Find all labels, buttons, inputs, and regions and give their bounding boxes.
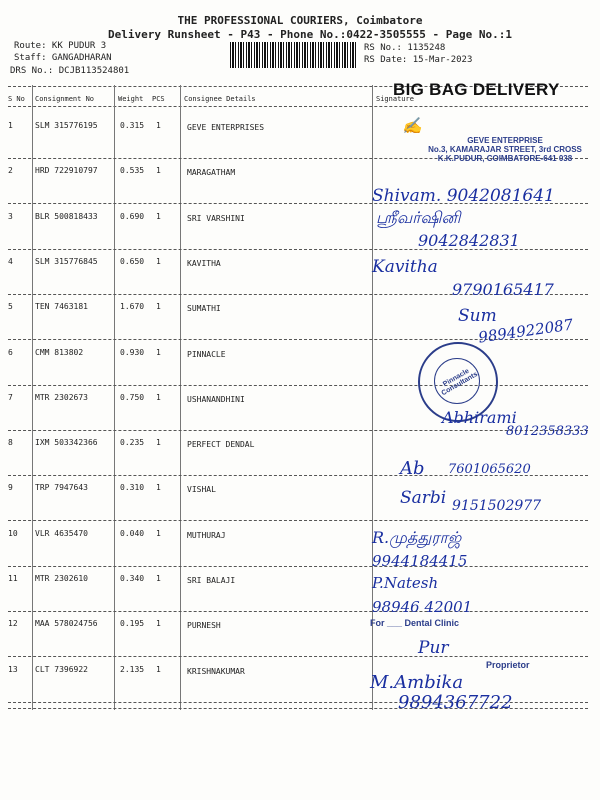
signature-scribble: ✍ — [402, 116, 422, 135]
handwritten-phone-row11: 98946 42001 — [372, 598, 473, 616]
row-sno: 2 — [8, 166, 13, 176]
row-weight: 0.930 — [120, 347, 145, 357]
handwritten-name-row13: M.Ambika — [370, 672, 464, 693]
row-pcs: 1 — [156, 121, 161, 130]
row-weight: 0.315 — [120, 121, 145, 130]
row-consignee: GEVE ENTERPRISES — [187, 123, 265, 132]
row-separator — [8, 385, 588, 386]
row-consignee: MUTHURAJ — [187, 530, 226, 540]
row-sno: 12 — [8, 619, 18, 629]
rs-date: RS Date: 15-Mar-2023 — [364, 55, 473, 65]
handwritten-phone-row9: 9151502977 — [452, 498, 542, 514]
row-consignment: VLR 4635470 — [35, 528, 88, 538]
row-sno: 5 — [8, 302, 13, 312]
signature-scribble: ஸ்ரீவர்ஷினி — [376, 208, 461, 227]
row-weight: 0.310 — [120, 483, 145, 493]
col-consignment: Consignment No — [35, 95, 95, 103]
col-divider — [372, 85, 373, 710]
row-consignment: IXM 503342366 — [35, 438, 98, 448]
signature-scribble: Pur — [418, 638, 449, 658]
col-weight: Weight — [118, 95, 144, 103]
row-consignee: SRI VARSHINI — [187, 213, 245, 223]
row-separator — [8, 566, 588, 567]
row-consignment: MAA 578024756 — [35, 619, 98, 629]
row-consignee: MARAGATHAM — [187, 168, 236, 178]
row-pcs: 1 — [156, 256, 161, 266]
col-pcs: PCS — [152, 95, 165, 103]
col-divider — [32, 85, 33, 710]
table-bottom-rule — [8, 708, 588, 709]
row-weight: 1.670 — [120, 302, 145, 312]
row-pcs: 1 — [156, 392, 161, 402]
row-separator — [8, 656, 588, 657]
row-consignee: SUMATHI — [187, 304, 221, 314]
row-consignment: MTR 2302610 — [35, 574, 88, 583]
row-consignment: MTR 2302673 — [35, 392, 88, 402]
row-separator — [8, 520, 588, 521]
handwritten-phone-row3: 9042842831 — [418, 231, 520, 250]
signature-scribble: Kavitha — [372, 257, 438, 277]
row-separator — [8, 611, 588, 612]
row-consignment: CMM 813802 — [35, 347, 84, 357]
row-weight: 2.135 — [120, 664, 145, 674]
row-weight: 0.535 — [120, 166, 145, 176]
row-pcs: 1 — [156, 483, 161, 493]
stamp-line1: No.3, KAMARAJAR STREET, 3rd CROSS — [428, 145, 582, 154]
row-pcs: 1 — [156, 574, 161, 583]
barcode — [230, 42, 358, 68]
runsheet-title: Delivery Runsheet - P43 - Phone No.:0422-3505555 - Page No.:1 — [108, 28, 512, 41]
row-weight: 0.750 — [120, 392, 145, 402]
handwritten-name-row7: Abhirami — [442, 408, 517, 427]
row-sno: 10 — [8, 528, 18, 538]
clinic-stamp: For ___ Dental Clinic — [370, 618, 460, 628]
row-pcs: 1 — [156, 302, 161, 312]
drs-number: DRS No.: DCJB113524801 — [10, 66, 130, 76]
route-label: Route: KK PUDUR 3 — [14, 41, 107, 51]
geve-stamp — [415, 136, 595, 163]
row-consignment: CLT 7396922 — [35, 664, 88, 674]
row-sno: 13 — [8, 664, 18, 674]
row-pcs: 1 — [156, 211, 161, 221]
row-consignee: PERFECT DENDAL — [187, 440, 255, 450]
col-divider — [114, 85, 115, 710]
row-consignment: TRP 7947643 — [35, 483, 88, 493]
row-pcs: 1 — [156, 619, 161, 629]
header-bottom-rule — [8, 106, 588, 107]
row-pcs: 1 — [156, 528, 161, 538]
row-sno: 3 — [8, 211, 13, 221]
row-sno: 11 — [8, 574, 18, 583]
row-consignment: TEN 7463181 — [35, 302, 88, 312]
handwritten-phone-row4: 9790165417 — [452, 280, 554, 299]
signature-scribble: Sarbi — [400, 488, 447, 508]
seal-text: Pinnacle Consultants — [440, 367, 480, 398]
handwritten-phone-row5: 9894922087 — [477, 315, 575, 347]
row-sno: 1 — [8, 121, 13, 130]
handwritten-phone-row7: 8012358333 — [506, 424, 589, 439]
row-weight: 0.040 — [120, 528, 145, 538]
row-consignment: HRD 722910797 — [35, 166, 98, 176]
handwritten-phone: 9042081641 — [446, 186, 555, 206]
row-sno: 9 — [8, 483, 13, 493]
signature-scribble: R.முத்துராஜ் — [372, 528, 462, 547]
row-consignee: PINNACLE — [187, 349, 226, 359]
handwritten-phone-row13: 9894367722 — [398, 692, 513, 713]
row-pcs: 1 — [156, 438, 161, 448]
row-pcs: 1 — [156, 347, 161, 357]
staff-label: Staff: GANGADHARAN — [14, 53, 112, 63]
handwritten-phone-row8: 7601065620 — [448, 462, 531, 477]
col-consignee: Consignee Details — [184, 95, 256, 103]
row-consignment: SLM 315776845 — [35, 256, 98, 266]
row-weight: 0.195 — [120, 619, 145, 629]
row-consignee: SRI BALAJI — [187, 576, 236, 585]
row-sno: 7 — [8, 392, 13, 402]
row-sno: 4 — [8, 256, 13, 266]
signature-scribble: Ab — [400, 458, 425, 479]
row-consignee: PURNESH — [187, 621, 221, 631]
row-pcs: 1 — [156, 664, 161, 674]
handwritten-phone-row2: Shivam. 9042081641 — [372, 186, 555, 206]
big-bag-delivery-banner: BIG BAG DELIVERY — [393, 80, 560, 99]
row-consignee: KRISHNAKUMAR — [187, 666, 245, 676]
row-sno: 6 — [8, 347, 13, 357]
row-pcs: 1 — [156, 166, 161, 176]
col-signature: Signature — [376, 95, 414, 103]
row-consignee: VISHAL — [187, 485, 216, 495]
row-sno: 8 — [8, 438, 13, 448]
row-weight: 0.690 — [120, 211, 145, 221]
stamp-name: GEVE ENTERPRISE — [467, 136, 543, 145]
row-consignment: SLM 315776195 — [35, 121, 98, 130]
row-weight: 0.340 — [120, 574, 145, 583]
company-title: THE PROFESSIONAL COURIERS, Coimbatore — [177, 14, 423, 27]
rs-number: RS No.: 1135248 — [364, 43, 446, 53]
col-divider — [180, 85, 181, 710]
handwritten-name: Shivam — [372, 186, 436, 206]
row-weight: 0.650 — [120, 256, 145, 266]
signature-scribble: Sum — [458, 306, 497, 326]
row-consignment: BLR 500818433 — [35, 211, 98, 221]
row-consignee: KAVITHA — [187, 258, 221, 268]
col-sno: S No — [8, 95, 25, 103]
row-separator — [8, 430, 588, 431]
handwritten-phone-row10: 9944184415 — [372, 552, 468, 570]
stamp-line2: K.K.PUDUR, COIMBATORE-641 038 — [437, 154, 573, 163]
handwritten-name-row11: P.Natesh — [372, 574, 439, 592]
proprietor-stamp: Proprietor — [486, 660, 530, 670]
row-consignee: USHANANDHINI — [187, 394, 245, 404]
row-weight: 0.235 — [120, 438, 145, 448]
